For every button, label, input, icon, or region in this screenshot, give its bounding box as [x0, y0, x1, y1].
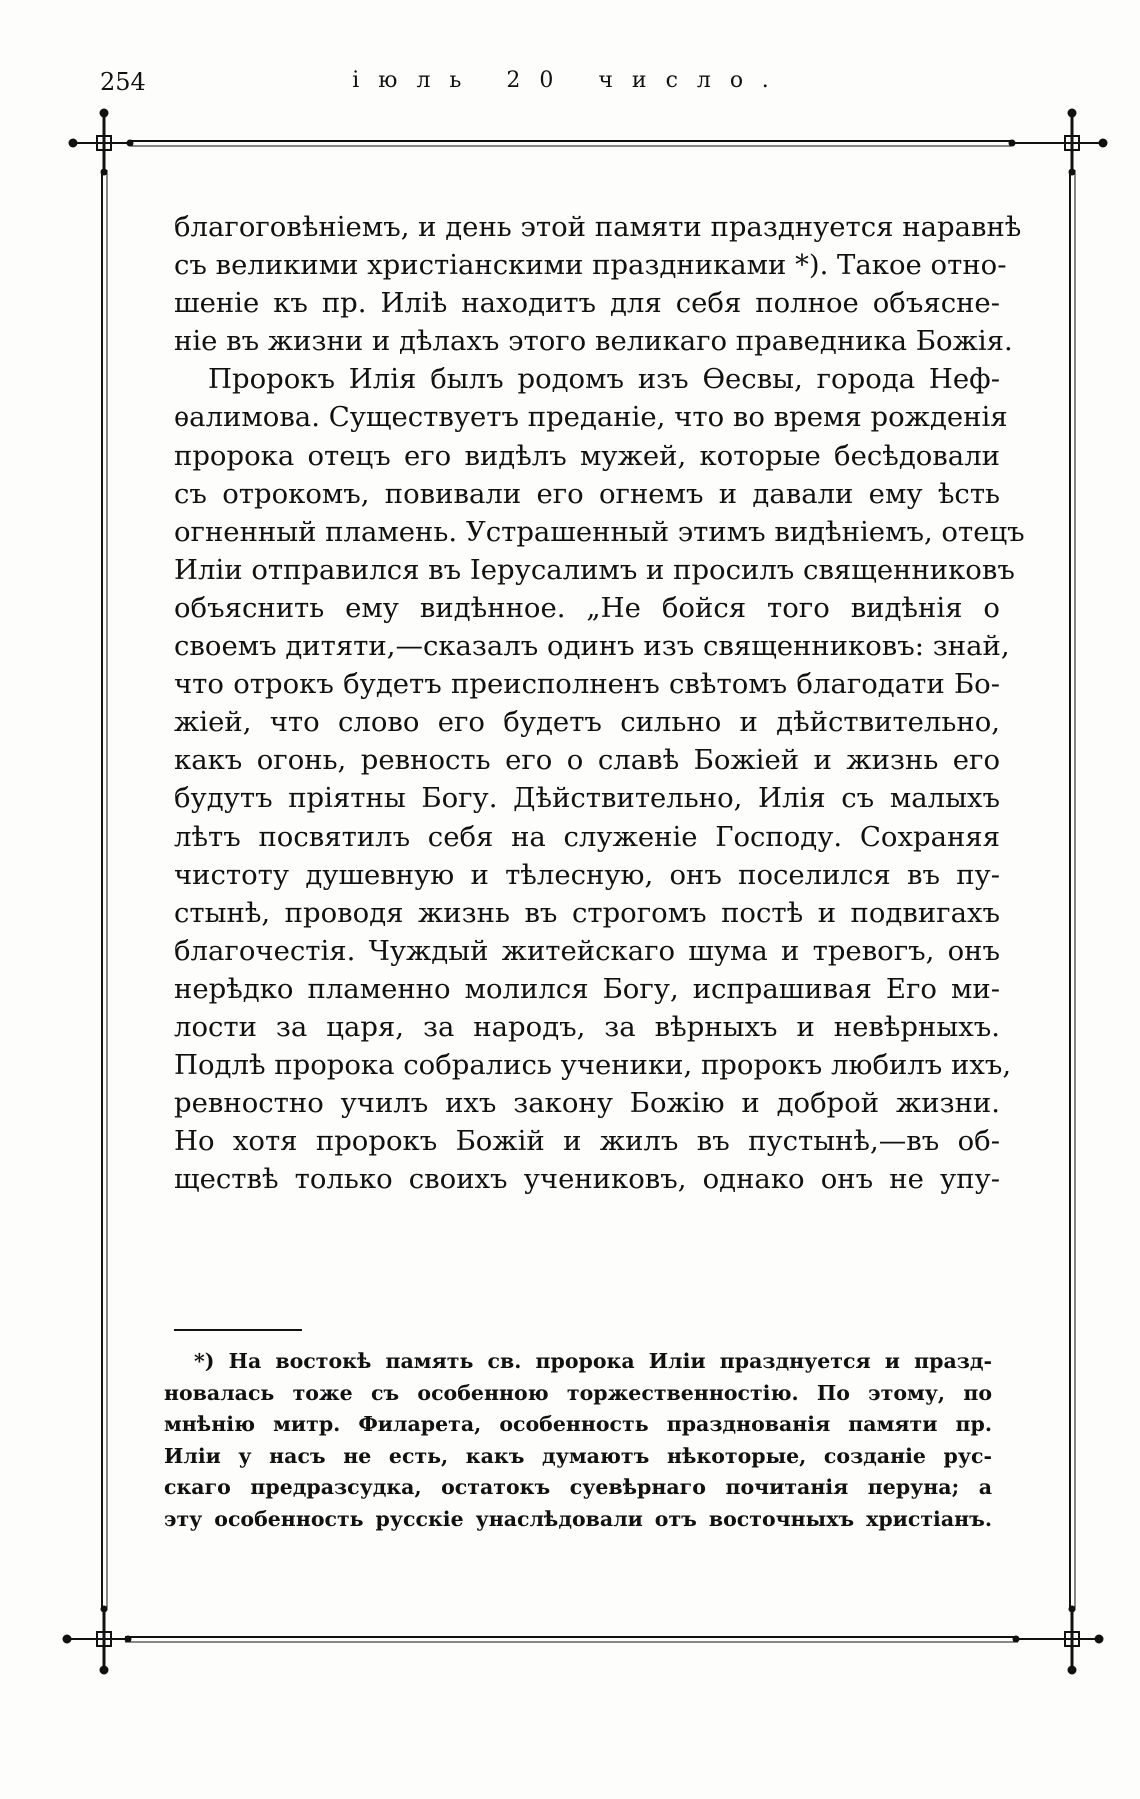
corner-ornament-bottom-right — [1013, 1606, 1103, 1674]
paragraph-start-line: Пророкъ Илія былъ родомъ изъ Ѳесвы, города Неф- — [208, 363, 1000, 396]
footnote-line: мнѣнію митр. Филарета, особенность празднованія памяти пр. — [164, 1412, 992, 1436]
body-line: какъ огонь, ревность его о славѣ Божіей и жизнь его — [174, 744, 1000, 777]
body-line: своемъ дитяти,—сказалъ одинъ изъ священниковъ: знай, — [174, 630, 1010, 663]
footnote-line: *) На востокѣ память св. пророка Иліи празднуется и празд- — [194, 1349, 992, 1373]
body-line: благочестія. Чуждый житейскаго шума и тревогъ, онъ — [174, 934, 1000, 967]
footnote-line: эту особенность русскіе унаслѣдовали отъ восточныхъ христіанъ. — [164, 1506, 992, 1531]
body-line: жіей, что слово его будетъ сильно и дѣйствительно, — [174, 706, 1000, 739]
body-line: съ великими христіанскими праздниками *). Такое отно- — [174, 249, 1007, 282]
body-line: что отрокъ будетъ преисполненъ свѣтомъ благодати Бо- — [174, 668, 1000, 701]
footnote — [164, 1346, 992, 1535]
footnote-line: новалась тоже съ особенною торжественностію. По этому, по — [164, 1380, 992, 1405]
running-title: іюль 20 числo. — [352, 68, 788, 93]
body-line: ніе въ жизни и дѣлахъ этого великаго праведника Божія. — [174, 325, 1013, 358]
body-line: съ отрокомъ, повивали его огнемъ и давали ему ѣсть — [174, 477, 1000, 510]
footnote-line: скаго предразсудка, остатокъ суевѣрнаго почитанія перуна; а — [164, 1475, 992, 1499]
body-line: благоговѣніемъ, и день этой памяти празднуется наравнѣ — [174, 211, 1022, 243]
body-line: стынѣ, проводя жизнь въ строгомъ постѣ и подвигахъ — [174, 896, 1000, 929]
body-line: чистоту душевную и тѣлесную, онъ поселился въ пу- — [174, 858, 1000, 891]
body-line: Иліи отправился въ Іерусалимъ и просилъ священниковъ — [174, 553, 1015, 586]
body-line: будутъ пріятны Богу. Дѣйствительно, Илія съ малыхъ — [174, 782, 1000, 815]
body-line: шеніе къ пр. Иліѣ находитъ для себя полное объясне- — [174, 287, 1000, 320]
body-line: огненный пламень. Устрашенный этимъ видѣніемъ, отецъ — [174, 515, 1025, 548]
body-line: ществѣ только своихъ учениковъ, однако онъ не упу- — [174, 1163, 1000, 1196]
body-text — [174, 208, 1025, 1198]
footnote-line: Иліи у насъ не есть, какъ думаютъ нѣкоторые, созданіе рус- — [164, 1443, 992, 1468]
page-number: 254 — [100, 68, 146, 96]
body-line: пророка отецъ его видѣлъ мужей, которые бесѣдовали — [174, 439, 1000, 472]
body-line: лости за царя, за народъ, за вѣрныхъ и невѣрныхъ. — [174, 1010, 1000, 1043]
corner-ornament-top-left — [69, 109, 133, 175]
body-line: Но хотя пророкъ Божій и жилъ въ пустынѣ,—въ об- — [174, 1125, 1000, 1158]
body-line: лѣтъ посвятилъ себя на служеніе Господу. Сохраняя — [174, 820, 1000, 853]
body-line: объяснить ему видѣнное. „Не бойся того видѣнія о — [174, 591, 1000, 624]
corner-ornament-bottom-left — [63, 1606, 131, 1674]
footnote-rule — [174, 1329, 302, 1331]
body-line: нерѣдко пламенно молился Богу, испрашивая Его ми- — [174, 972, 1000, 1005]
body-line: ѳалимова. Существуетъ преданіе, что во время рожденія — [174, 401, 1008, 434]
body-line: ревностно училъ ихъ закону Божію и доброй жизни. — [174, 1087, 1000, 1120]
body-line: Подлѣ пророка собрались ученики, пророкъ любилъ ихъ, — [174, 1049, 1012, 1082]
corner-ornament-top-right — [1009, 109, 1107, 175]
